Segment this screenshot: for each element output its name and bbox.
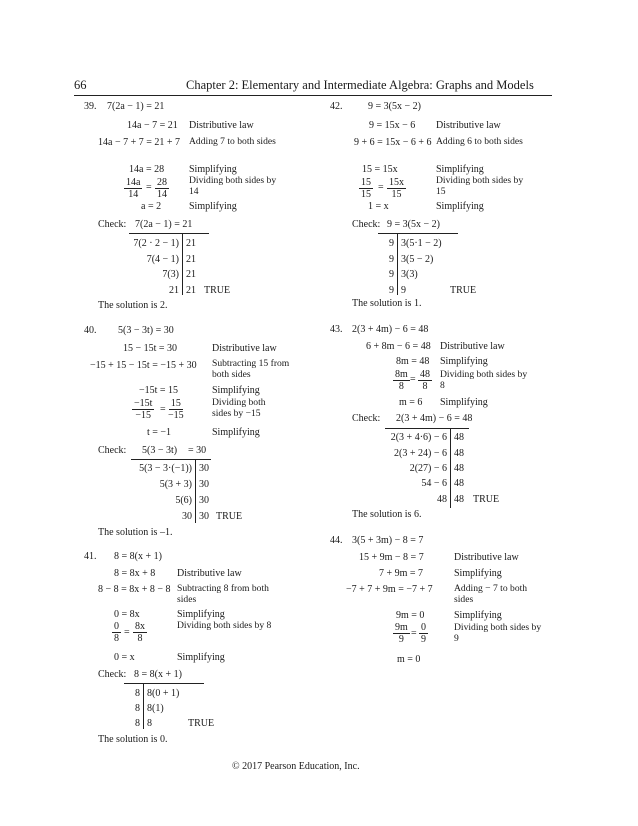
step: 15 = 15x — [362, 164, 398, 175]
fraction-left — [132, 398, 154, 421]
step: 9 = 15x − 6 — [369, 120, 416, 131]
check-equation: 5(3 − 3t) — [142, 445, 178, 456]
step: 15 + 9m − 8 = 7 — [359, 552, 424, 563]
reason: Dividing both sides by 8 — [177, 620, 272, 631]
reason: Simplifying — [189, 164, 237, 175]
reason: Subtracting 8 from both sides — [177, 583, 269, 605]
numerator: 15 — [170, 398, 181, 409]
problem-number: 39. — [84, 101, 97, 112]
denominator: 15 — [361, 189, 371, 200]
reason: Distributive law — [212, 343, 277, 354]
check-label: Check: — [98, 669, 127, 680]
numerator: 0 — [421, 622, 426, 633]
equation: 9 = 3(5x − 2) — [368, 101, 421, 112]
check-left: 5(3 + 3) — [159, 479, 192, 490]
check-left: 8 — [135, 718, 140, 729]
reason: Dividing both sides by −15 — [212, 397, 266, 419]
check-result: TRUE — [473, 494, 500, 505]
fraction-left — [124, 177, 142, 200]
reason: Distributive law — [454, 552, 519, 563]
check-left: 7(2 · 2 − 1) — [133, 238, 179, 249]
check-left: 9 — [389, 285, 394, 296]
check-left: 21 — [169, 285, 179, 296]
step: m = 6 — [399, 397, 423, 408]
check-left: 2(3 + 24) − 6 — [394, 448, 447, 459]
reason: Dividing both sides by 14 — [189, 175, 277, 197]
check-divider — [143, 683, 144, 729]
numerator: 9m — [395, 622, 408, 633]
conclusion: The solution is 1. — [352, 298, 422, 309]
check-right: 21 — [186, 269, 196, 280]
check-right: 48 — [454, 478, 464, 489]
problem-number: 40. — [84, 325, 97, 336]
page-number: 66 — [74, 78, 87, 92]
fraction-right — [419, 622, 428, 645]
fraction-right — [387, 177, 406, 200]
reason: Dividing both sides by 9 — [454, 622, 542, 644]
check-right: 48 — [454, 494, 464, 505]
denominator: 8 — [137, 633, 143, 644]
fraction-left — [393, 369, 410, 392]
equals-sign: = — [410, 374, 416, 385]
step: 0 = 8x — [114, 609, 140, 620]
denominator: 8 — [398, 381, 404, 392]
fraction-left — [112, 621, 121, 644]
equals-sign: = — [411, 628, 417, 639]
check-left: 5(6) — [175, 495, 192, 506]
numerator: 8x — [135, 621, 145, 632]
check-left: 9 — [389, 254, 394, 265]
check-divider — [397, 233, 398, 295]
copyright-footer: © 2017 Pearson Education, Inc. — [232, 761, 360, 772]
problem-number: 41. — [84, 551, 97, 562]
fraction-right — [133, 621, 147, 644]
check-right: 48 — [454, 432, 464, 443]
check-left: 54 − 6 — [421, 478, 447, 489]
check-right: 3(3) — [401, 269, 418, 280]
check-left: 7(3) — [162, 269, 179, 280]
check-equation: 9 = 3(5x − 2) — [387, 219, 440, 230]
conclusion: The solution is 2. — [98, 300, 168, 311]
check-divider — [195, 459, 196, 523]
equals-sign: = — [124, 627, 130, 638]
step: m = 0 — [397, 654, 421, 665]
check-left: 48 — [437, 494, 447, 505]
fraction-right — [155, 177, 169, 200]
conclusion: The solution is 6. — [352, 509, 422, 520]
reason: Simplifying — [440, 356, 488, 367]
step: 7 + 9m = 7 — [379, 568, 424, 579]
step: 8 − 8 = 8x + 8 − 8 — [98, 584, 171, 595]
denominator: 9 — [398, 634, 404, 645]
check-rule — [378, 233, 458, 234]
step: t = −1 — [147, 427, 172, 438]
check-result: TRUE — [216, 511, 243, 522]
reason: Subtracting 15 from both sides — [212, 358, 290, 380]
check-equation: 7(2a − 1) = 21 — [135, 219, 193, 230]
check-left: 9 — [389, 238, 394, 249]
check-right: 30 — [199, 511, 209, 522]
step: 14a − 7 = 21 — [127, 120, 178, 131]
denominator: 15 — [391, 189, 402, 200]
numerator: 48 — [420, 369, 430, 380]
reason: Simplifying — [177, 652, 225, 663]
check-left: 8 — [135, 688, 140, 699]
reason: Distributive law — [436, 120, 501, 131]
reason: Dividing both sides by 15 — [436, 175, 524, 197]
equation: 3(5 + 3m) − 8 = 7 — [352, 535, 424, 546]
check-rhs: = 30 — [188, 445, 207, 456]
denominator: 14 — [128, 189, 139, 200]
equals-sign: = — [160, 404, 166, 415]
check-right: 3(5·1 − 2) — [401, 238, 442, 249]
step: −7 + 7 + 9m = −7 + 7 — [346, 584, 433, 595]
check-right: 21 — [186, 254, 196, 265]
check-right: 21 — [186, 238, 196, 249]
check-right: 8(1) — [147, 703, 164, 714]
denominator: −15 — [135, 410, 152, 421]
reason: Simplifying — [177, 609, 225, 620]
check-right: 48 — [454, 448, 464, 459]
check-left: 2(3 + 4·6) − 6 — [390, 432, 447, 443]
reason: Simplifying — [454, 610, 502, 621]
reason: Simplifying — [212, 385, 260, 396]
reason: Simplifying — [212, 427, 260, 438]
conclusion: The solution is 0. — [98, 734, 168, 745]
check-rule — [385, 428, 469, 429]
numerator: 0 — [114, 621, 119, 632]
check-rule — [131, 459, 211, 460]
reason: Distributive law — [189, 120, 254, 131]
step: 1 = x — [368, 201, 389, 212]
check-equation: 8 = 8(x + 1) — [134, 669, 182, 680]
reason: Adding 7 to both sides — [189, 136, 276, 147]
fraction-left — [393, 622, 410, 645]
step: 6 + 8m − 6 = 48 — [366, 341, 431, 352]
check-right: 8 — [147, 718, 152, 729]
step: 8m = 48 — [396, 356, 430, 367]
step: 15 − 15t = 30 — [123, 343, 178, 354]
conclusion: The solution is –1. — [98, 527, 173, 538]
step: a = 2 — [141, 201, 162, 212]
equation: 5(3 − 3t) = 30 — [118, 325, 174, 336]
equation: 8 = 8(x + 1) — [114, 551, 162, 562]
fraction-right — [418, 369, 432, 392]
chapter-title: Chapter 2: Elementary and Intermediate Algebra: Graphs and Models — [186, 78, 534, 92]
step: 14a − 7 + 7 = 21 + 7 — [98, 137, 180, 148]
reason: Adding 6 to both sides — [436, 136, 523, 147]
check-left: 7(4 − 1) — [146, 254, 179, 265]
reason: Simplifying — [436, 164, 484, 175]
check-left: 30 — [182, 511, 192, 522]
check-right: 3(5 − 2) — [401, 254, 434, 265]
check-rule — [124, 683, 204, 684]
check-result: TRUE — [188, 718, 215, 729]
check-result: TRUE — [204, 285, 231, 296]
check-divider — [182, 233, 183, 295]
numerator: 15 — [361, 177, 371, 188]
step: 14a = 28 — [129, 164, 165, 175]
denominator: 8 — [422, 381, 428, 392]
step: 0 = x — [114, 652, 135, 663]
reason: Simplifying — [189, 201, 237, 212]
check-result: TRUE — [450, 285, 477, 296]
check-label: Check: — [98, 445, 127, 456]
problem-number: 44. — [330, 535, 343, 546]
problem-number: 42. — [330, 101, 343, 112]
step: 8 = 8x + 8 — [114, 568, 156, 579]
reason: Adding − 7 to both sides — [454, 583, 528, 605]
check-right: 21 — [186, 285, 196, 296]
check-left: 8 — [135, 703, 140, 714]
check-left: 9 — [389, 269, 394, 280]
step: 9 + 6 = 15x − 6 + 6 — [354, 137, 432, 148]
numerator: 15x — [389, 177, 404, 188]
denominator: 8 — [114, 633, 119, 644]
denominator: 9 — [421, 634, 426, 645]
check-right: 9 — [401, 285, 406, 296]
check-right: 30 — [199, 495, 209, 506]
numerator: 28 — [157, 177, 167, 188]
check-rule — [129, 233, 209, 234]
header-rule — [74, 95, 552, 96]
step: 9m = 0 — [396, 610, 425, 621]
check-right: 8(0 + 1) — [147, 688, 180, 699]
reason: Dividing both sides by 8 — [440, 369, 528, 391]
numerator: 14a — [126, 177, 141, 188]
check-right: 30 — [199, 479, 209, 490]
fraction-right — [168, 398, 184, 421]
check-left: 2(27) − 6 — [409, 463, 447, 474]
numerator: −15t — [134, 398, 153, 409]
equation: 7(2a − 1) = 21 — [107, 101, 165, 112]
check-right: 30 — [199, 463, 209, 474]
check-equation: 2(3 + 4m) − 6 = 48 — [396, 413, 473, 424]
equation: 2(3 + 4m) − 6 = 48 — [352, 324, 429, 335]
denominator: 14 — [157, 189, 167, 200]
equals-sign: = — [378, 182, 384, 193]
reason: Distributive law — [177, 568, 242, 579]
check-right: 48 — [454, 463, 464, 474]
denominator: −15 — [168, 410, 184, 421]
reason: Simplifying — [454, 568, 502, 579]
step: −15 + 15 − 15t = −15 + 30 — [90, 360, 197, 371]
numerator: 8m — [395, 369, 408, 380]
problem-number: 43. — [330, 324, 343, 335]
check-label: Check: — [352, 219, 381, 230]
fraction-left — [359, 177, 373, 200]
check-divider — [450, 428, 451, 508]
check-label: Check: — [98, 219, 127, 230]
check-label: Check: — [352, 413, 381, 424]
check-left: 5(3 − 3·(−1)) — [139, 463, 192, 474]
step: −15t = 15 — [139, 385, 179, 396]
equals-sign: = — [146, 182, 152, 193]
reason: Distributive law — [440, 341, 505, 352]
reason: Simplifying — [440, 397, 488, 408]
reason: Simplifying — [436, 201, 484, 212]
